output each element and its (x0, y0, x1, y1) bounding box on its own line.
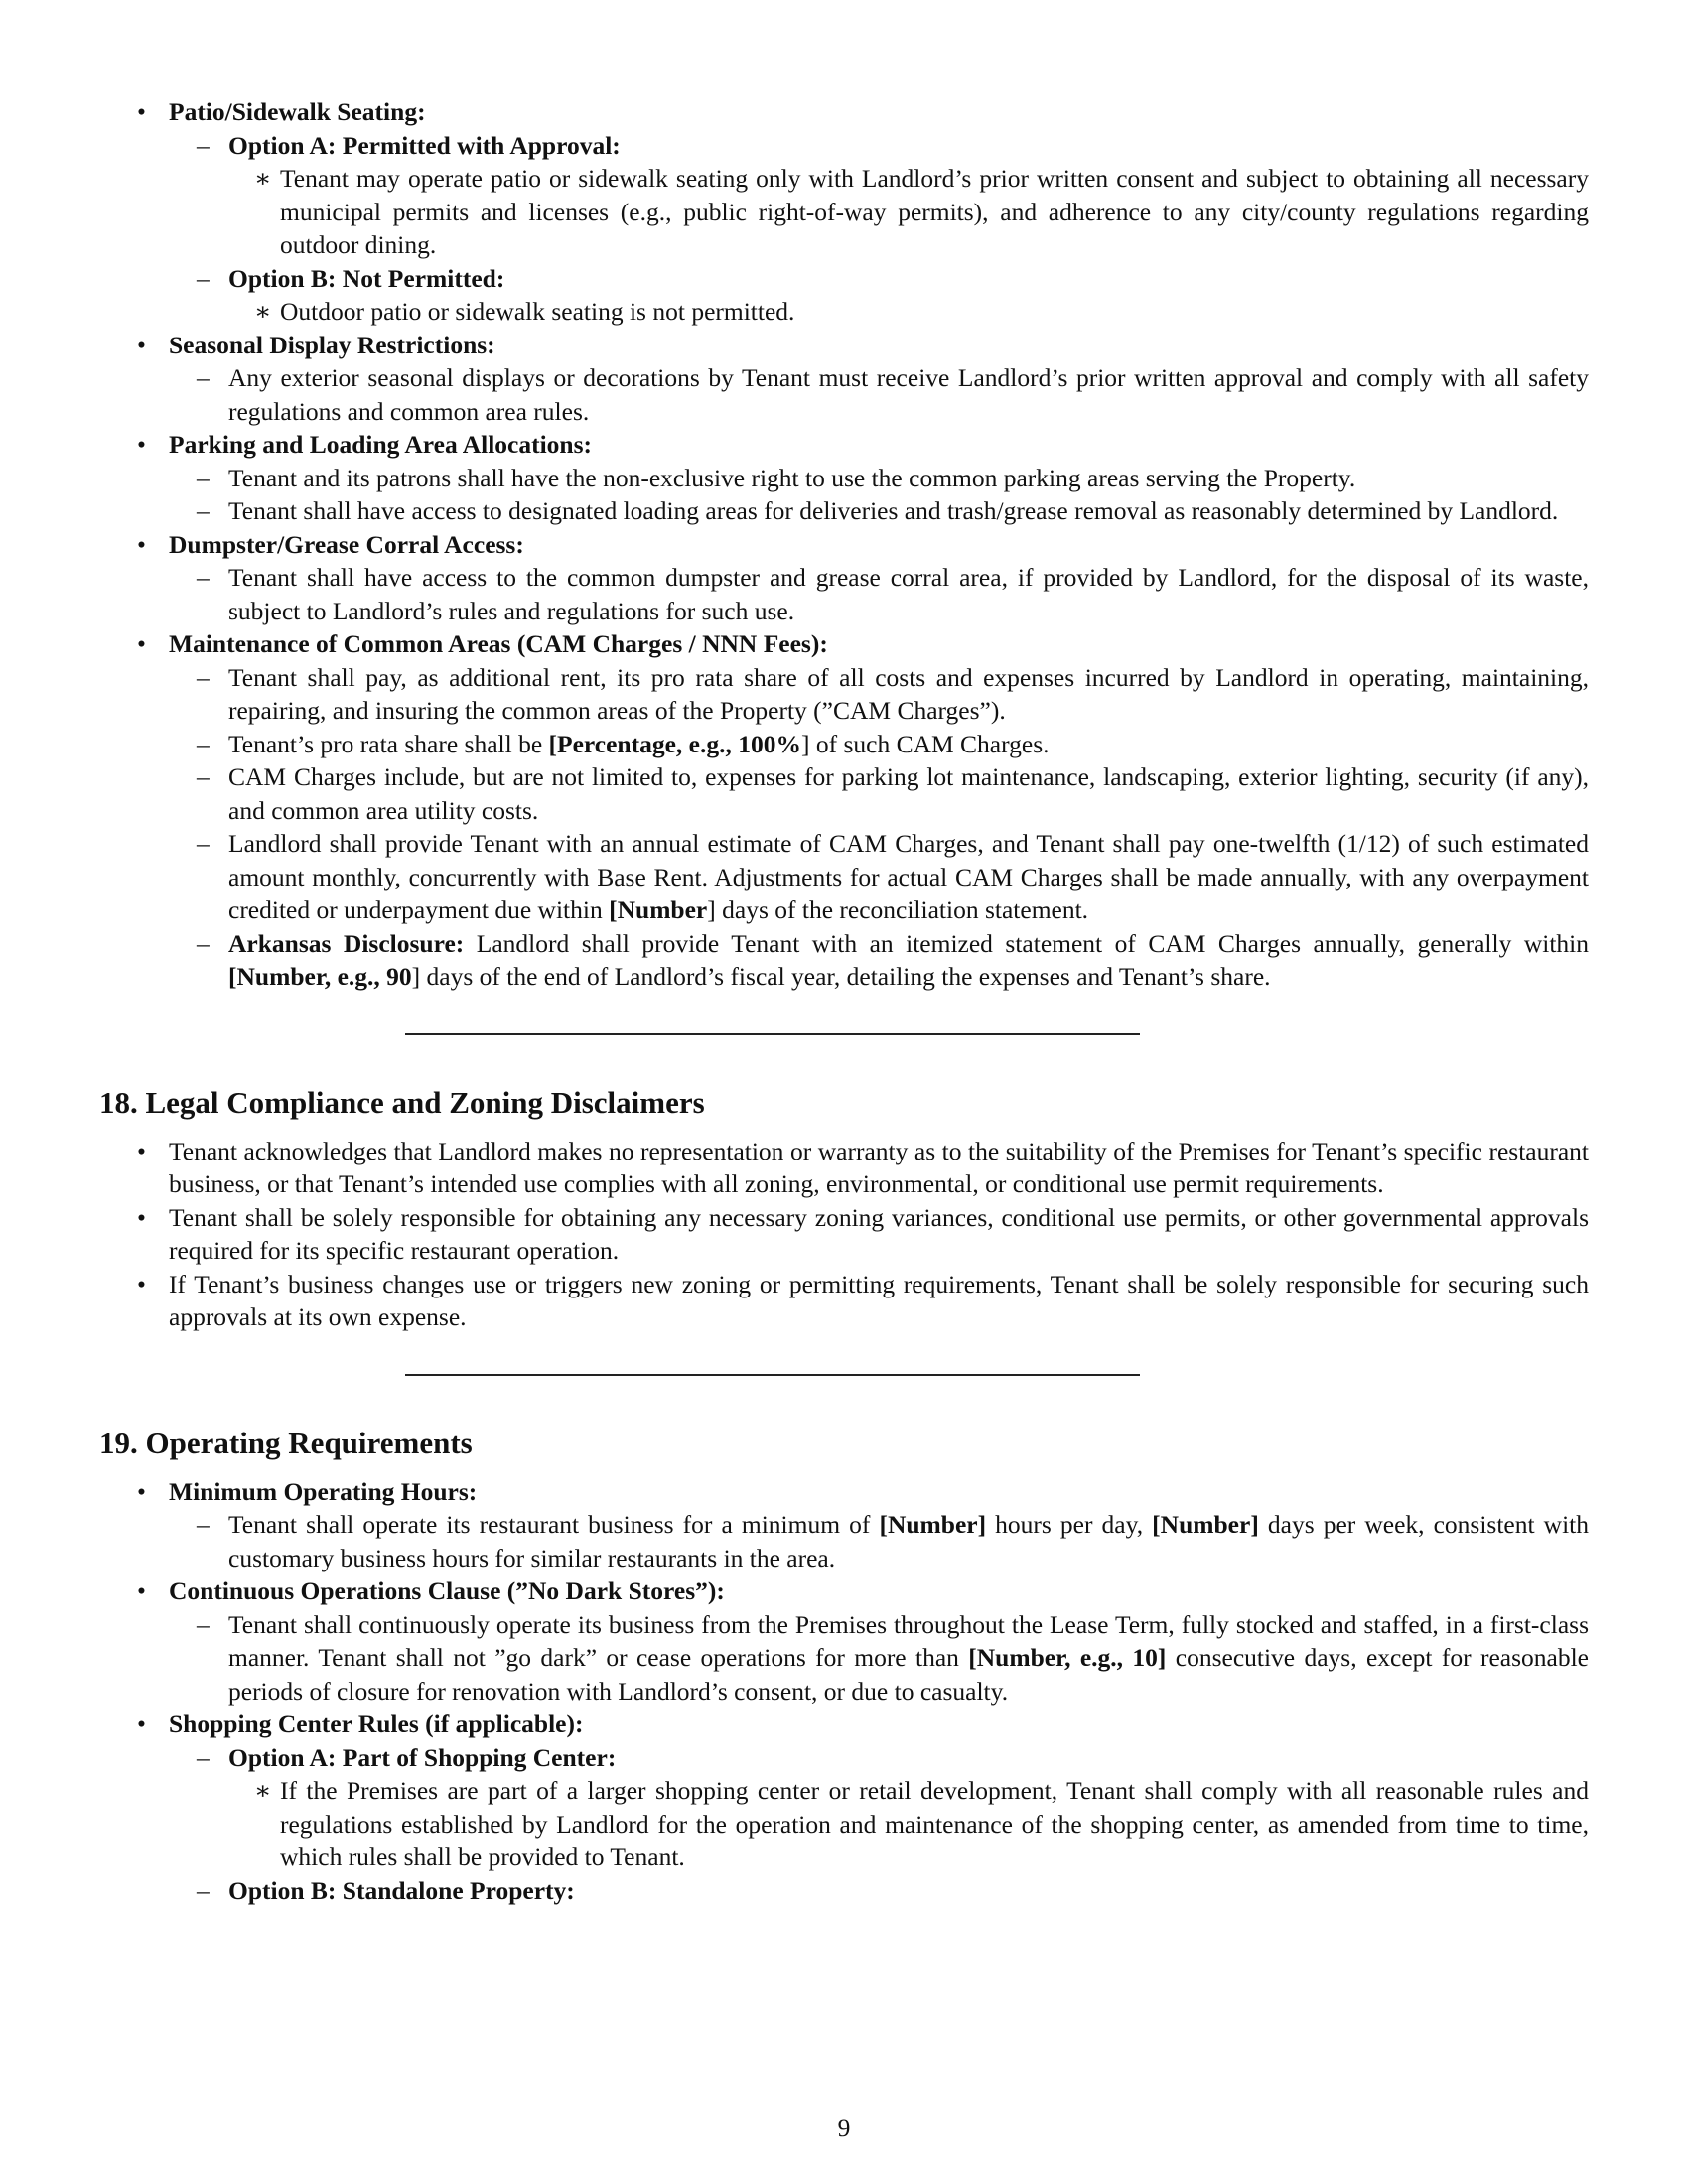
shopping-center-title: Shopping Center Rules (if applicable): (169, 1709, 584, 1738)
section-19-list (99, 1475, 1589, 1908)
cam-item-4: – Landlord shall provide Tenant with an annual estimate of CAM Charges, and Tenant shall pay one-twelfth (1/12) of such estimated amount monthly, concurrently with Base Rent. Adjustments for actual CAM Charges shall be made annually, with any overpayment credited or underpayment due within [Number] days of the reconciliation statement. (169, 827, 1589, 927)
section-19-heading: 19. Operating Requirements (99, 1425, 473, 1460)
dumpster-access-item (99, 528, 1589, 628)
cam-charges-title: Maintenance of Common Areas (CAM Charges / NNN Fees): (169, 629, 828, 658)
number-placeholder: Number (617, 895, 708, 924)
cam-item-5: – Arkansas Disclosure: Landlord shall provide Tenant with an itemized statement of CAM Charges annually, generally within [Number, e.g., 90] days of the end of Landlord’s fiscal year, detailing the expenses and Tenant’s share. (169, 927, 1589, 994)
patio-seating-title: Patio/Sidewalk Seating: (169, 97, 426, 126)
percentage-placeholder: Percentage, e.g., 100% (557, 729, 801, 758)
cam-charges-item (99, 627, 1589, 994)
dumpster-access-text: – Tenant shall have access to the common dumpster and grease corral area, if provided by Landlord, for the disposal of its waste, subject to Landlord’s rules and regulations for such use. (169, 561, 1589, 627)
patio-option-a-text: ∗ Tenant may operate patio or sidewalk seating only with Landlord’s prior written consent and subject to obtaining all necessary municipal permits and licenses (e.g., public right-of-way permits), and adherence to any city/county regulations regarding outdoor dining. (228, 162, 1589, 262)
section-divider (405, 1374, 1140, 1376)
page-number: 9 (837, 2114, 851, 2142)
seasonal-display-text: – Any exterior seasonal displays or decorations by Tenant must receive Landlord’s prior written approval and comply with all safety regulations and common area rules. (169, 361, 1589, 428)
number-placeholder: Number (1160, 1510, 1251, 1539)
section-divider (405, 1033, 1140, 1035)
number-placeholder: Number, e.g., 10 (976, 1643, 1158, 1672)
section-18-item-1: • Tenant acknowledges that Landlord makes no representation or warranty as to the suitability of the Premises for Tenant’s specific restaurant business, or that Tenant’s intended use complies with all zoning, environmental, or conditional use permit requirements. (99, 1135, 1589, 1201)
cam-item-2: – Tenant’s pro rata share shall be [Percentage, e.g., 100%] of such CAM Charges. (169, 728, 1589, 761)
section-18-item-3: • If Tenant’s business changes use or triggers new zoning or permitting requirements, Tenant shall be solely responsible for securing such approvals at its own expense. (99, 1268, 1589, 1334)
section-18-item-2: • Tenant shall be solely responsible for obtaining any necessary zoning variances, conditional use permits, or other governmental approvals required for its specific restaurant operation. (99, 1201, 1589, 1268)
cam-item-3: – CAM Charges include, but are not limited to, expenses for parking lot maintenance, landscaping, exterior lighting, security (if any), and common area utility costs. (169, 760, 1589, 827)
patio-option-b-text: ∗ Outdoor patio or sidewalk seating is not permitted. (228, 295, 1589, 329)
parking-item-1: – Tenant and its patrons shall have the non-exclusive right to use the common parking areas serving the Property. (169, 462, 1589, 495)
section-18-heading: 18. Legal Compliance and Zoning Disclaimers (99, 1084, 705, 1120)
minimum-hours-text: – Tenant shall operate its restaurant business for a minimum of [Number] hours per day, [Number] days per week, consistent with customary business hours for similar restaurants in the area. (169, 1508, 1589, 1574)
number-placeholder: Number, e.g., 90 (236, 962, 412, 991)
continuous-operations-title: Continuous Operations Clause (”No Dark Stores”): (169, 1576, 725, 1605)
continuous-operations-text: – Tenant shall continuously operate its business from the Premises throughout the Lease Term, fully stocked and staffed, in a first-class manner. Tenant shall not ”go dark” or cease operations for more than [Number, e.g., 10] consecutive days, except for reasonable periods of closure for renovation with Landlord’s consent, or due to casualty. (169, 1608, 1589, 1708)
cam-item-1: – Tenant shall pay, as additional rent, its pro rata share of all costs and expenses incurred by Landlord in operating, maintaining, repairing, and insuring the common areas of the Property (”CAM Charges”). (169, 661, 1589, 728)
patio-seating-item (99, 95, 1589, 329)
shopping-option-a-text: ∗ If the Premises are part of a larger shopping center or retail development, Tenant shall comply with all reasonable rules and regulations established by Landlord for the operation and maintenance of the shopping center, as amended from time to time, which rules shall be provided to Tenant. (228, 1774, 1589, 1874)
arkansas-disclosure-label: Arkansas Disclosure: (228, 928, 465, 958)
seasonal-display-item (99, 329, 1589, 429)
parking-loading-item (99, 428, 1589, 528)
patio-option-b (169, 262, 1589, 329)
number-placeholder: Number (887, 1510, 978, 1539)
minimum-hours-item (99, 1475, 1589, 1575)
seasonal-display-title: Seasonal Display Restrictions: (169, 330, 495, 359)
patio-option-a (169, 129, 1589, 262)
parking-loading-title: Parking and Loading Area Allocations: (169, 430, 593, 459)
continued-section-list (99, 95, 1589, 994)
shopping-option-b (169, 1874, 1589, 1908)
shopping-option-a-title: Option A: Part of Shopping Center: (228, 1742, 617, 1772)
patio-option-a-title: Option A: Permitted with Approval: (228, 130, 621, 160)
patio-option-b-title: Option B: Not Permitted: (228, 263, 505, 293)
minimum-hours-title: Minimum Operating Hours: (169, 1476, 478, 1506)
shopping-option-a (169, 1741, 1589, 1874)
parking-item-2: – Tenant shall have access to designated loading areas for deliveries and trash/grease removal as reasonably determined by Landlord. (169, 494, 1589, 528)
shopping-center-item (99, 1707, 1589, 1907)
section-18-list (99, 1135, 1589, 1334)
continuous-operations-item (99, 1574, 1589, 1707)
shopping-option-b-title: Option B: Standalone Property: (228, 1875, 575, 1905)
page-content (99, 95, 1589, 1907)
dumpster-access-title: Dumpster/Grease Corral Access: (169, 529, 524, 559)
